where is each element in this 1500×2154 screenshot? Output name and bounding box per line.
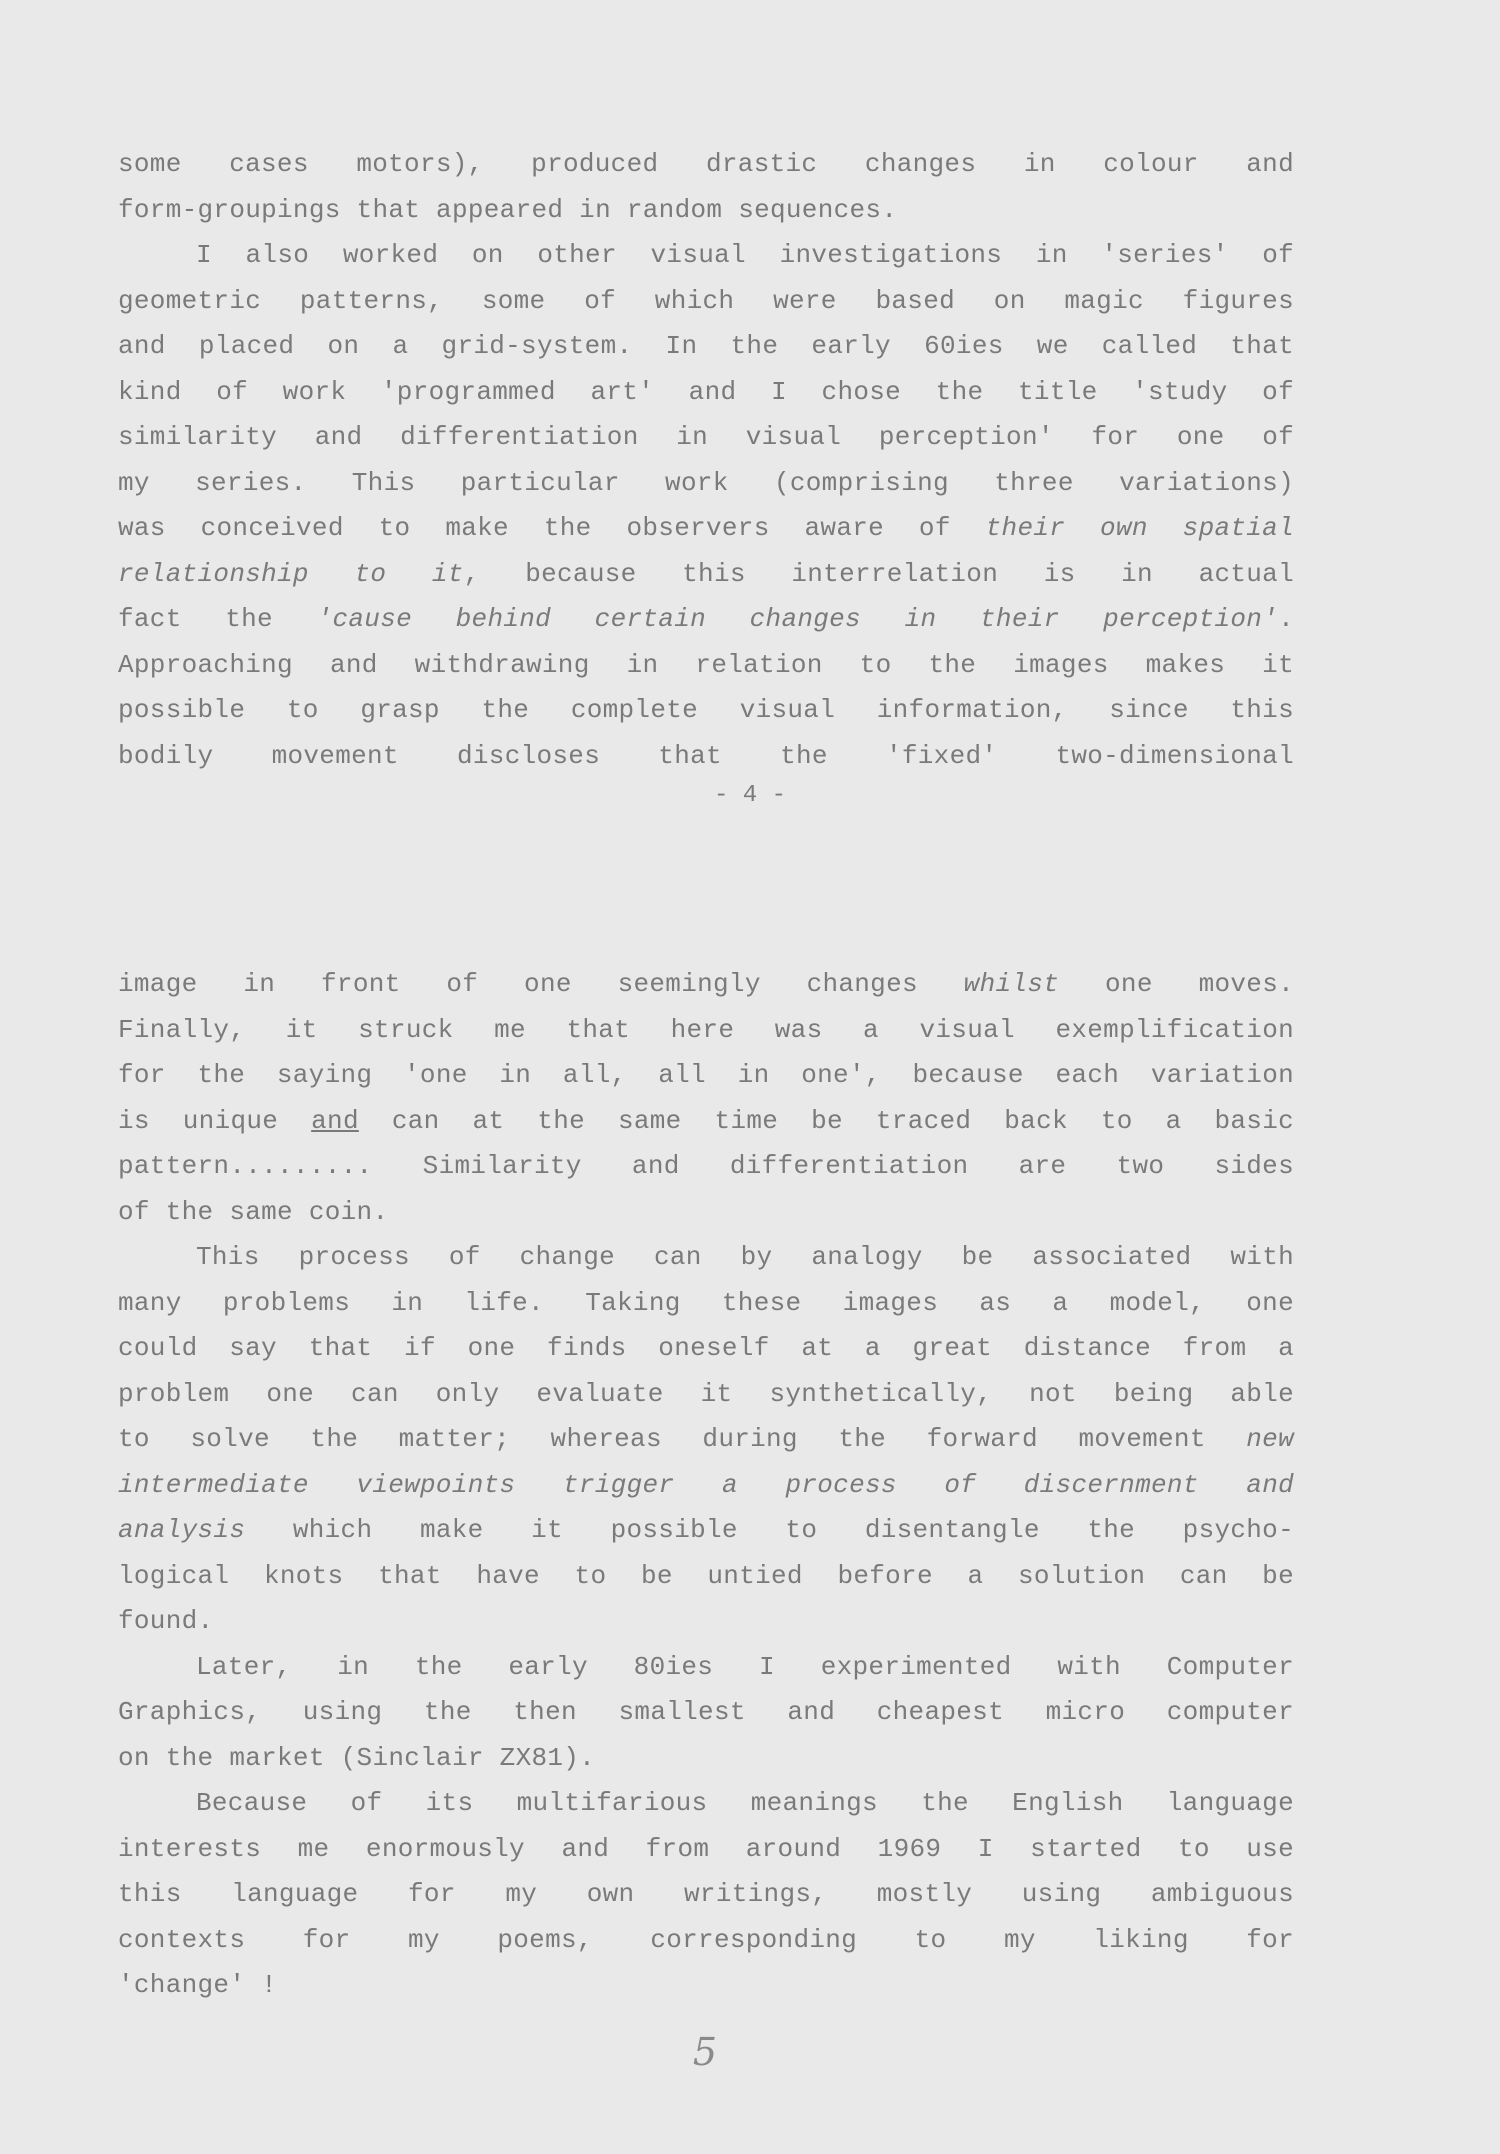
- text-span: .: [1278, 604, 1294, 634]
- text-line: [118, 643, 1294, 689]
- text-line: [118, 1372, 1294, 1418]
- text-span: and placed on a grid-system. In the early 60ies we called that: [118, 331, 1294, 361]
- page-4-text-block: [118, 142, 1294, 779]
- text-line: [118, 1463, 1294, 1509]
- text-line: [118, 415, 1294, 461]
- italic-text: relationship to it: [118, 558, 464, 589]
- text-span: this language for my own writings, mostly using ambiguous: [118, 1879, 1294, 1909]
- text-line: [118, 1827, 1294, 1873]
- text-span: one moves.: [1059, 969, 1294, 999]
- text-line: [118, 1508, 1294, 1554]
- text-line: [118, 1963, 1294, 2009]
- underlined-text: and: [311, 1105, 359, 1136]
- italic-text: 'cause behind certain changes in their perception': [316, 604, 1279, 634]
- text-line: [118, 962, 1294, 1008]
- text-span: Later, in the early 80ies I experimented with Computer: [196, 1651, 1294, 1682]
- text-span: geometric patterns, some of which were based on magic figures: [118, 285, 1294, 316]
- text-line: [118, 552, 1294, 598]
- italic-text: new: [1246, 1424, 1294, 1454]
- text-span: , because this interrelation is in actual: [463, 558, 1294, 589]
- italic-text: whilst: [963, 969, 1060, 999]
- text-span: of the same coin.: [118, 1196, 389, 1227]
- text-span: possible to grasp the complete visual information, since this: [118, 695, 1294, 725]
- text-line: [118, 1281, 1294, 1327]
- text-line: [118, 324, 1294, 370]
- text-line: [118, 1326, 1294, 1372]
- text-span: Graphics, using the then smallest and cheapest micro computer: [118, 1697, 1294, 1727]
- text-line: [118, 1599, 1294, 1645]
- page-5-text-block: [118, 962, 1294, 2009]
- text-span: found.: [118, 1606, 214, 1636]
- text-span: fact the: [118, 604, 317, 634]
- text-line: [118, 1554, 1294, 1600]
- text-line: [118, 506, 1294, 552]
- text-span: could say that if one finds oneself at a great distance from a: [118, 1333, 1294, 1363]
- text-line: [118, 1053, 1294, 1099]
- text-line: [118, 1872, 1294, 1918]
- text-span: kind of work 'programmed art' and I chose the title 'study of: [118, 376, 1294, 407]
- text-span: which make it possible to disentangle the psycho-: [245, 1515, 1294, 1545]
- text-span: contexts for my poems, corresponding to my liking for: [118, 1924, 1294, 1955]
- handwritten-page-number: 5: [692, 2030, 718, 2074]
- italic-text: intermediate viewpoints trigger a process of discernment and: [118, 1469, 1294, 1500]
- text-span: image in front of one seemingly changes: [118, 969, 964, 999]
- text-span: Because of its multifarious meanings the English language: [196, 1788, 1294, 1818]
- page-4-number: - 4 -: [713, 782, 786, 809]
- text-line: [118, 142, 1294, 188]
- text-line: [118, 461, 1294, 507]
- text-span: 'change' !: [118, 1970, 278, 2000]
- text-span: logical knots that have to be untied before a solution can be: [118, 1560, 1294, 1591]
- text-line: [118, 1690, 1294, 1736]
- text-span: problem one can only evaluate it synthetically, not being able: [118, 1378, 1294, 1409]
- text-span: interests me enormously and from around 1969 I started to use: [118, 1833, 1294, 1864]
- text-line: [118, 188, 1294, 234]
- text-line: [118, 688, 1294, 734]
- text-line: [118, 734, 1294, 780]
- text-span: is unique: [118, 1105, 312, 1136]
- text-span: similarity and differentiation in visual perception' for one of: [118, 422, 1294, 452]
- text-line: [118, 233, 1294, 279]
- text-span: my series. This particular work (comprising three variations): [118, 467, 1294, 498]
- text-span: can at the same time be traced back to a basic: [358, 1105, 1294, 1136]
- text-span: pattern......... Similarity and differentiation are two sides: [118, 1151, 1294, 1181]
- text-span: on the market (Sinclair ZX81).: [118, 1742, 596, 1773]
- text-line: [118, 1190, 1294, 1236]
- text-span: I also worked on other visual investigations in 'series' of: [196, 240, 1294, 270]
- text-span: some cases motors), produced drastic changes in colour and: [118, 149, 1294, 179]
- text-line: [118, 1918, 1294, 1964]
- text-line: [118, 1144, 1294, 1190]
- text-span: many problems in life. Taking these images as a model, one: [118, 1287, 1294, 1318]
- text-line: [118, 597, 1294, 643]
- text-span: This process of change can by analogy be associated with: [196, 1242, 1294, 1272]
- text-span: was conceived to make the observers aware of: [118, 513, 986, 543]
- text-line: [118, 1736, 1294, 1782]
- text-line: [118, 370, 1294, 416]
- text-line: [118, 1645, 1294, 1691]
- text-span: form-groupings that appeared in random sequences.: [118, 194, 898, 225]
- text-span: bodily movement discloses that the 'fixed' two-dimensional: [118, 740, 1294, 771]
- text-line: [118, 1235, 1294, 1281]
- italic-text: their own spatial: [985, 513, 1294, 543]
- text-line: [118, 1781, 1294, 1827]
- text-span: Finally, it struck me that here was a visual exemplification: [118, 1014, 1294, 1045]
- text-line: [118, 1008, 1294, 1054]
- text-line: [118, 1099, 1294, 1145]
- text-span: Approaching and withdrawing in relation to the images makes it: [118, 649, 1294, 680]
- text-line: [118, 279, 1294, 325]
- italic-text: analysis: [118, 1515, 246, 1545]
- text-span: to solve the matter; whereas during the forward movement: [118, 1424, 1247, 1454]
- text-span: for the saying 'one in all, all in one', because each variation: [118, 1060, 1294, 1090]
- text-line: [118, 1417, 1294, 1463]
